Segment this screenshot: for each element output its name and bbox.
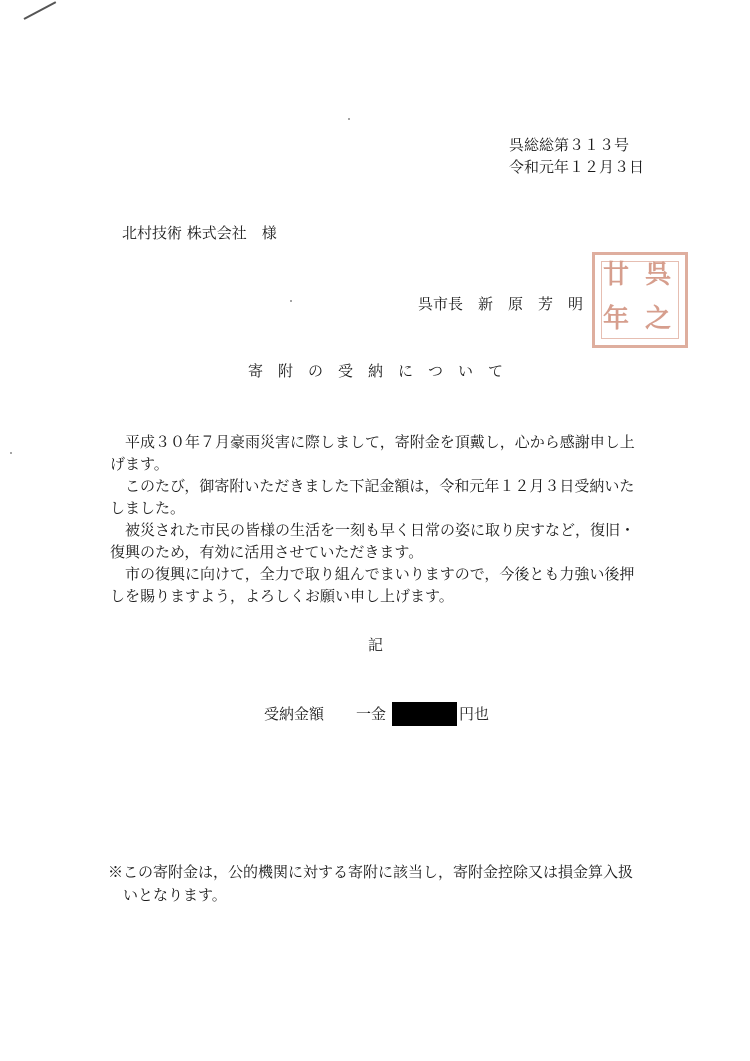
scan-speck <box>10 452 12 454</box>
body-line: 市の復興に向けて，全力で取り組んでまいりますので，今後とも力強い後押 <box>110 565 635 583</box>
sender: 呉市長 新 原 芳 明 <box>418 295 584 313</box>
body-line: 復興のため，有効に活用させていただきます。 <box>110 543 424 561</box>
amount-label: 受納金額 <box>264 705 325 723</box>
amount-prefix: 一金 <box>356 705 387 723</box>
body-line: 被災された市民の皆様の生活を一刻も早く日常の姿に取り戻すなど，復旧・ <box>110 521 636 539</box>
bleed-through-text <box>0 42 150 174</box>
document-date: 令和元年１２月３日 <box>509 158 645 176</box>
body-line: 平成３０年７月豪雨災害に際しまして，寄附金を頂戴し，心から感謝申し上 <box>110 433 635 451</box>
body-line: しました。 <box>110 499 186 517</box>
body-line: しを賜りますよう，よろしくお願い申し上げます。 <box>110 587 454 605</box>
amount-suffix: 円也 <box>459 705 490 723</box>
footnote-line: ※この寄附金は，公的機関に対する寄附に該当し，寄附金控除又は損金算入扱 <box>108 863 634 881</box>
scan-speck <box>290 300 292 302</box>
pen-mark <box>24 1 57 20</box>
recipient: 北村技術 株式会社 様 <box>122 224 277 242</box>
official-seal-stamp: 廿 呉 年 之 <box>592 252 688 348</box>
body-line: このたび，御寄附いただきました下記金額は，令和元年１２月３日受納いた <box>110 477 635 495</box>
body-line: げます。 <box>110 455 169 473</box>
redacted-amount <box>392 702 457 726</box>
footnote-line: いとなります。 <box>108 886 227 904</box>
document-title: 寄 附 の 受 納 に つ い て <box>248 362 504 380</box>
scan-speck <box>348 118 350 120</box>
document-number: 呉総総第３１３号 <box>509 136 630 154</box>
ki-heading: 記 <box>368 636 384 654</box>
